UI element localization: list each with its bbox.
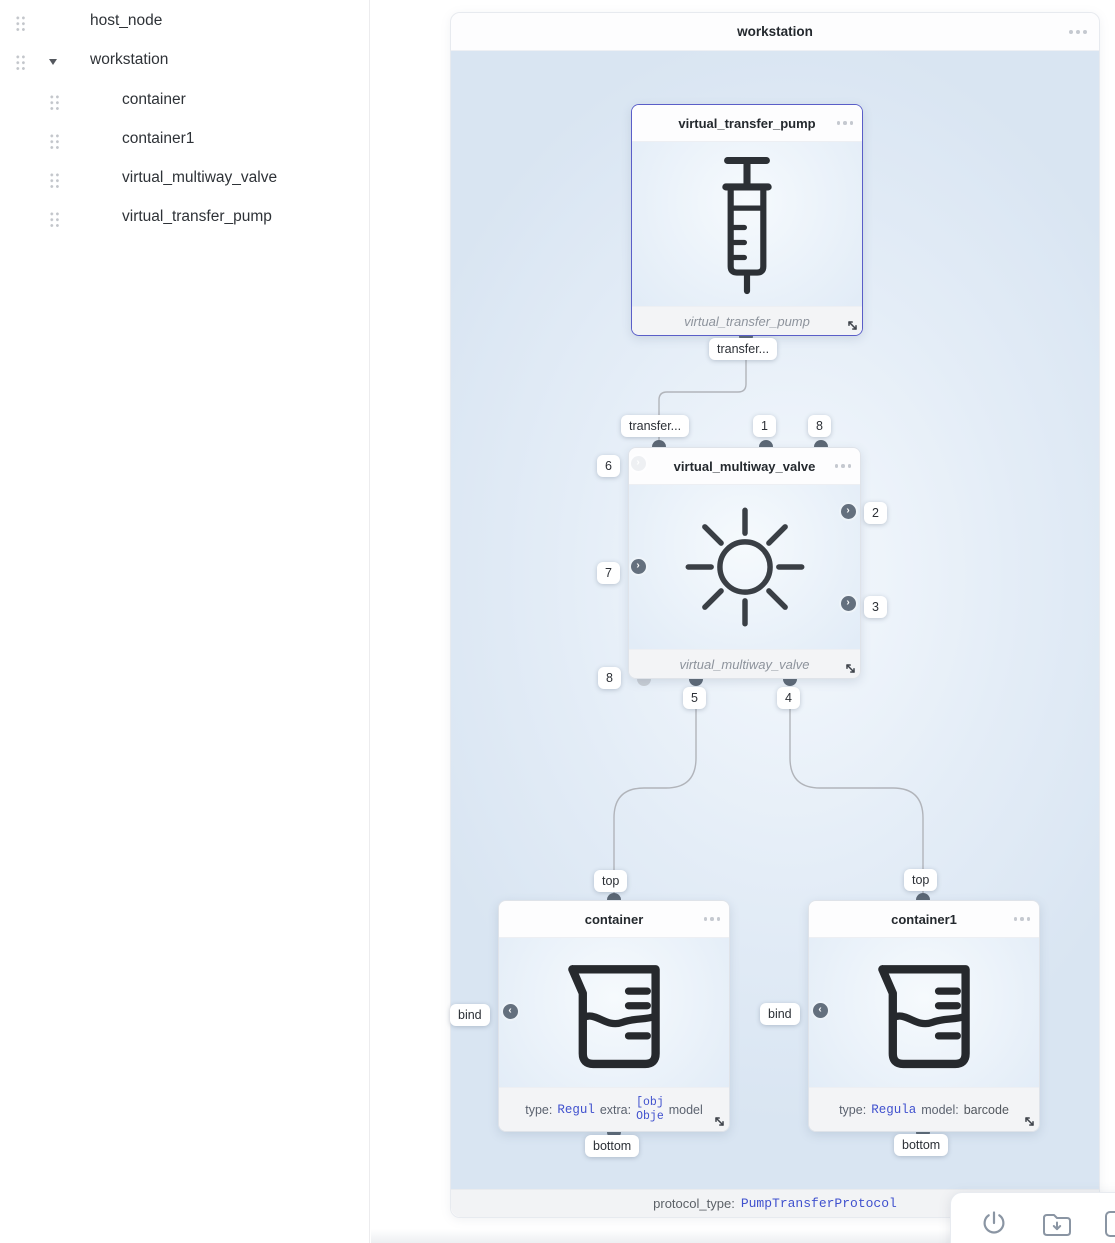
port-label-valve-8-top: 8 [808, 415, 831, 437]
node-footer-label: virtual_transfer_pump [684, 313, 810, 329]
node-header [499, 901, 729, 938]
beaker-icon [872, 955, 976, 1071]
node-footer [632, 306, 862, 335]
node-container[interactable] [498, 900, 730, 1132]
field-label: extra: [599, 1102, 632, 1117]
drag-handle-icon[interactable] [48, 210, 60, 227]
node-body [632, 142, 862, 306]
tree-item-label[interactable]: virtual_multiway_valve [122, 169, 278, 186]
sidebar-item-container1[interactable] [0, 126, 369, 154]
node-header [809, 901, 1039, 938]
port-handle-valve-7[interactable] [631, 559, 646, 574]
port-label-container-top: top [594, 870, 627, 892]
resize-icon[interactable] [1023, 1115, 1036, 1128]
ellipsis-menu-icon[interactable] [1014, 917, 1031, 921]
valve-icon [685, 507, 805, 627]
node-header [629, 448, 860, 485]
field-label: type: [525, 1102, 553, 1117]
workstation-panel-header [451, 13, 1099, 51]
port-label-container1-bottom: bottom [894, 1134, 948, 1156]
ellipsis-menu-icon[interactable] [704, 917, 721, 921]
node-body [499, 938, 729, 1087]
port-handle-valve-2[interactable] [841, 504, 856, 519]
chevron-down-icon[interactable] [49, 59, 57, 65]
resize-icon[interactable] [844, 662, 857, 675]
tree-item-label[interactable]: container1 [122, 130, 195, 147]
power-icon [979, 1209, 1009, 1239]
node-title: virtual_multiway_valve [673, 458, 816, 474]
port-label-valve-6: 6 [597, 455, 620, 477]
port-label-container1-top: top [904, 869, 937, 891]
port-label-valve-8-bottom: 8 [598, 667, 621, 689]
protocol-type-value: PumpTransferProtocol [740, 1196, 897, 1211]
protocol-type-label: protocol_type: [653, 1196, 735, 1211]
flow-canvas[interactable] [451, 51, 1099, 1191]
ellipsis-menu-icon[interactable] [837, 121, 854, 125]
port-label-pump-transfer: transfer... [709, 338, 777, 360]
device-tree-sidebar [0, 0, 370, 1243]
tree-item-label[interactable]: virtual_transfer_pump [122, 208, 272, 225]
port-handle-container1-bind[interactable] [813, 1003, 828, 1018]
resize-icon[interactable] [846, 319, 859, 332]
file-button[interactable] [1101, 1208, 1115, 1240]
node-virtual-transfer-pump[interactable] [631, 104, 863, 336]
tree-item-label[interactable]: workstation [90, 51, 169, 68]
sidebar-item-host-node[interactable] [0, 8, 369, 36]
sidebar-item-workstation[interactable] [0, 47, 369, 75]
tree-item-label[interactable]: container [122, 91, 186, 108]
page-title: workstation [737, 24, 813, 39]
field-label: type: [839, 1102, 867, 1117]
field-value: Regul [557, 1102, 595, 1117]
port-label-valve-3: 3 [864, 596, 887, 618]
workstation-panel [450, 12, 1100, 1218]
drag-handle-icon[interactable] [48, 93, 60, 110]
sidebar-item-container[interactable] [0, 87, 369, 115]
folder-download-icon [1041, 1210, 1073, 1238]
port-label-container-bind: bind [450, 1004, 490, 1026]
field-value: barcode [963, 1102, 1009, 1117]
syringe-icon [701, 149, 793, 299]
node-body [809, 938, 1039, 1087]
port-label-valve-4: 4 [777, 687, 800, 709]
port-label-container1-bind: bind [760, 1003, 800, 1025]
node-footer-label: virtual_multiway_valve [679, 656, 810, 672]
sidebar-item-virtual-transfer-pump[interactable] [0, 204, 369, 232]
file-icon [1103, 1209, 1115, 1239]
port-handle-valve-3[interactable] [841, 596, 856, 611]
ellipsis-menu-icon[interactable] [835, 464, 852, 468]
node-title: virtual_transfer_pump [678, 115, 816, 131]
drag-handle-icon[interactable] [14, 14, 26, 31]
resize-icon[interactable] [713, 1115, 726, 1128]
save-download-button[interactable] [1041, 1208, 1073, 1240]
port-label-valve-transfer: transfer... [621, 415, 689, 437]
port-label-valve-5: 5 [683, 687, 706, 709]
node-footer [499, 1087, 729, 1131]
power-button[interactable] [978, 1208, 1010, 1240]
node-header [632, 105, 862, 142]
drag-handle-icon[interactable] [48, 171, 60, 188]
beaker-icon [562, 955, 666, 1071]
port-label-valve-7: 7 [597, 562, 620, 584]
port-handle-valve-6[interactable] [631, 456, 646, 471]
port-label-valve-1: 1 [753, 415, 776, 437]
node-title: container [584, 911, 644, 927]
sidebar-item-virtual-multiway-valve[interactable] [0, 165, 369, 193]
drag-handle-icon[interactable] [48, 132, 60, 149]
field-label: model: [921, 1102, 959, 1117]
field-value: Regula [871, 1102, 917, 1117]
tree-item-label[interactable]: host_node [90, 12, 163, 29]
node-footer [809, 1087, 1039, 1131]
node-container1[interactable] [808, 900, 1040, 1132]
node-footer [629, 649, 860, 678]
ellipsis-menu-icon[interactable] [1069, 30, 1087, 34]
field-label: model [668, 1102, 703, 1117]
field-value: [obj Obje [636, 1096, 664, 1123]
drag-handle-icon[interactable] [14, 53, 26, 70]
port-label-valve-2: 2 [864, 502, 887, 524]
canvas-action-toolbar [950, 1192, 1115, 1243]
node-body [629, 485, 860, 649]
node-virtual-multiway-valve[interactable] [628, 447, 861, 679]
port-handle-container-bind[interactable] [503, 1004, 518, 1019]
port-label-container-bottom: bottom [585, 1135, 639, 1157]
node-title: container1 [891, 911, 957, 927]
